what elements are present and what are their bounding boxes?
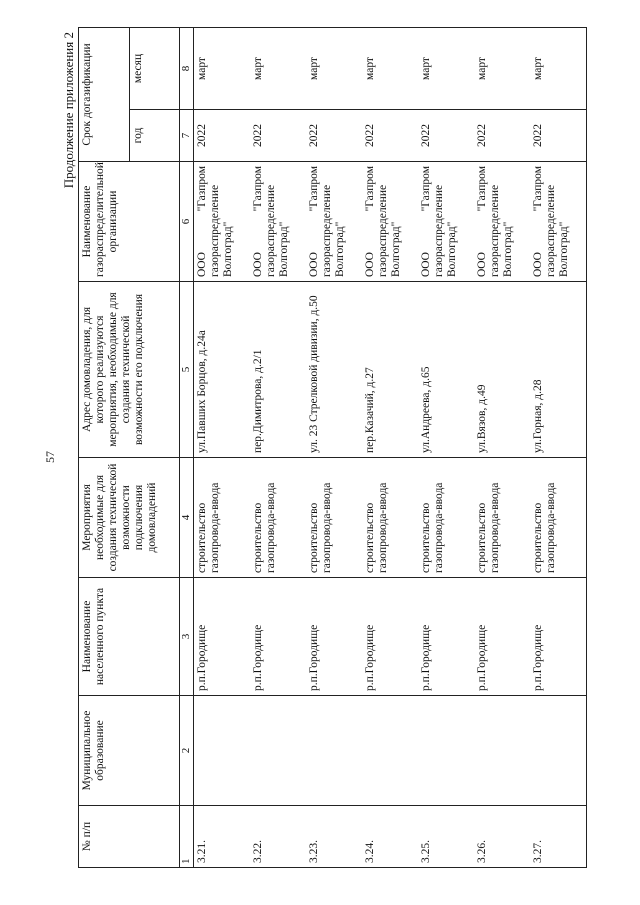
- cell-num: 3.24.: [362, 806, 418, 868]
- column-number: 4: [180, 458, 194, 578]
- cell-month: март: [306, 28, 362, 110]
- column-number: 6: [180, 162, 194, 282]
- cell-num: 3.21.: [194, 806, 251, 868]
- cell-month: март: [250, 28, 306, 110]
- cell-year: 2022: [530, 110, 587, 162]
- cell-gdo: ООО "Газпром газораспределение Волгоград": [194, 162, 251, 282]
- cell-num: 3.27.: [530, 806, 587, 868]
- table-row: [306, 28, 362, 868]
- cell-gdo: ООО "Газпром газораспределение Волгоград": [418, 162, 474, 282]
- cell-year: 2022: [194, 110, 251, 162]
- cell-gdo: ООО "Газпром газораспределение Волгоград": [250, 162, 306, 282]
- cell-measures: строительство газопровода-ввода: [306, 458, 362, 578]
- cell-gdo: ООО "Газпром газораспределение Волгоград": [530, 162, 587, 282]
- cell-municipality: [250, 696, 306, 806]
- cell-year: 2022: [306, 110, 362, 162]
- cell-gdo: ООО "Газпром газораспределение Волгоград": [306, 162, 362, 282]
- cell-address: ул.Вязов, д.49: [474, 282, 530, 458]
- header-num: № п/п: [79, 806, 180, 868]
- cell-address: пер.Казачий, д.27: [362, 282, 418, 458]
- cell-year: 2022: [362, 110, 418, 162]
- cell-address: ул.Горная, д.28: [530, 282, 587, 458]
- cell-municipality: [474, 696, 530, 806]
- cell-month: март: [530, 28, 587, 110]
- header-municipality: Муниципальное образование: [79, 696, 180, 806]
- cell-month: март: [362, 28, 418, 110]
- column-number: 8: [180, 28, 194, 110]
- cell-settlement: р.п.Городище: [250, 578, 306, 696]
- cell-measures: строительство газопровода-ввода: [418, 458, 474, 578]
- cell-settlement: р.п.Городище: [530, 578, 587, 696]
- rotated-page-content: [60, 28, 620, 868]
- cell-gdo: ООО "Газпром газораспределение Волгоград": [362, 162, 418, 282]
- cell-year: 2022: [474, 110, 530, 162]
- table-row: [474, 28, 530, 868]
- continuation-title: Продолжение приложения 2: [61, 32, 76, 189]
- cell-address: пер.Димитрова, д.2/1: [250, 282, 306, 458]
- header-gdo: Наименование газораспределительной организации: [79, 162, 180, 282]
- cell-num: 3.25.: [418, 806, 474, 868]
- header-deadline: Срок догазификации: [79, 28, 130, 162]
- table-row: [194, 28, 251, 868]
- cell-municipality: [306, 696, 362, 806]
- cell-measures: строительство газопровода-ввода: [250, 458, 306, 578]
- cell-month: март: [474, 28, 530, 110]
- header-year: год: [129, 110, 180, 162]
- cell-municipality: [530, 696, 587, 806]
- cell-settlement: р.п.Городище: [194, 578, 251, 696]
- cell-address: ул. 23 Стрелковой дивизии, д.50: [306, 282, 362, 458]
- cell-year: 2022: [418, 110, 474, 162]
- cell-settlement: р.п.Городище: [418, 578, 474, 696]
- cell-num: 3.23.: [306, 806, 362, 868]
- cell-gdo: ООО "Газпром газораспределение Волгоград": [474, 162, 530, 282]
- cell-num: 3.26.: [474, 806, 530, 868]
- cell-address: ул.Павших Борцов, д.24а: [194, 282, 251, 458]
- cell-measures: строительство газопровода-ввода: [194, 458, 251, 578]
- cell-municipality: [194, 696, 251, 806]
- table-row: [530, 28, 587, 868]
- cell-settlement: р.п.Городище: [306, 578, 362, 696]
- cell-month: март: [418, 28, 474, 110]
- table-row: [362, 28, 418, 868]
- cell-municipality: [362, 696, 418, 806]
- header-settlement: Наименование населенного пункта: [79, 578, 180, 696]
- header-address: Адрес домовладения, для которого реализуются мероприятия, необходимые для создания технической возможности его подключения: [79, 282, 180, 458]
- table-row: [250, 28, 306, 868]
- cell-municipality: [418, 696, 474, 806]
- cell-address: ул.Андреева, д.65: [418, 282, 474, 458]
- table-body: [194, 28, 587, 868]
- page-number: 57: [43, 451, 57, 463]
- cell-num: 3.22.: [250, 806, 306, 868]
- column-number: 5: [180, 282, 194, 458]
- header-measures: Мероприятия необходимые для создания технической возможности подключения домовладений: [79, 458, 180, 578]
- column-number: 7: [180, 110, 194, 162]
- cell-measures: строительство газопровода-ввода: [530, 458, 587, 578]
- cell-settlement: р.п.Городище: [362, 578, 418, 696]
- table-row: [418, 28, 474, 868]
- cell-measures: строительство газопровода-ввода: [474, 458, 530, 578]
- cell-year: 2022: [250, 110, 306, 162]
- header-month: месяц: [129, 28, 180, 110]
- cell-settlement: р.п.Городище: [474, 578, 530, 696]
- cell-measures: строительство газопровода-ввода: [362, 458, 418, 578]
- cell-month: март: [194, 28, 251, 110]
- column-number: 1: [180, 806, 194, 868]
- column-number: 2: [180, 696, 194, 806]
- gasification-table: [78, 27, 587, 868]
- column-number: 3: [180, 578, 194, 696]
